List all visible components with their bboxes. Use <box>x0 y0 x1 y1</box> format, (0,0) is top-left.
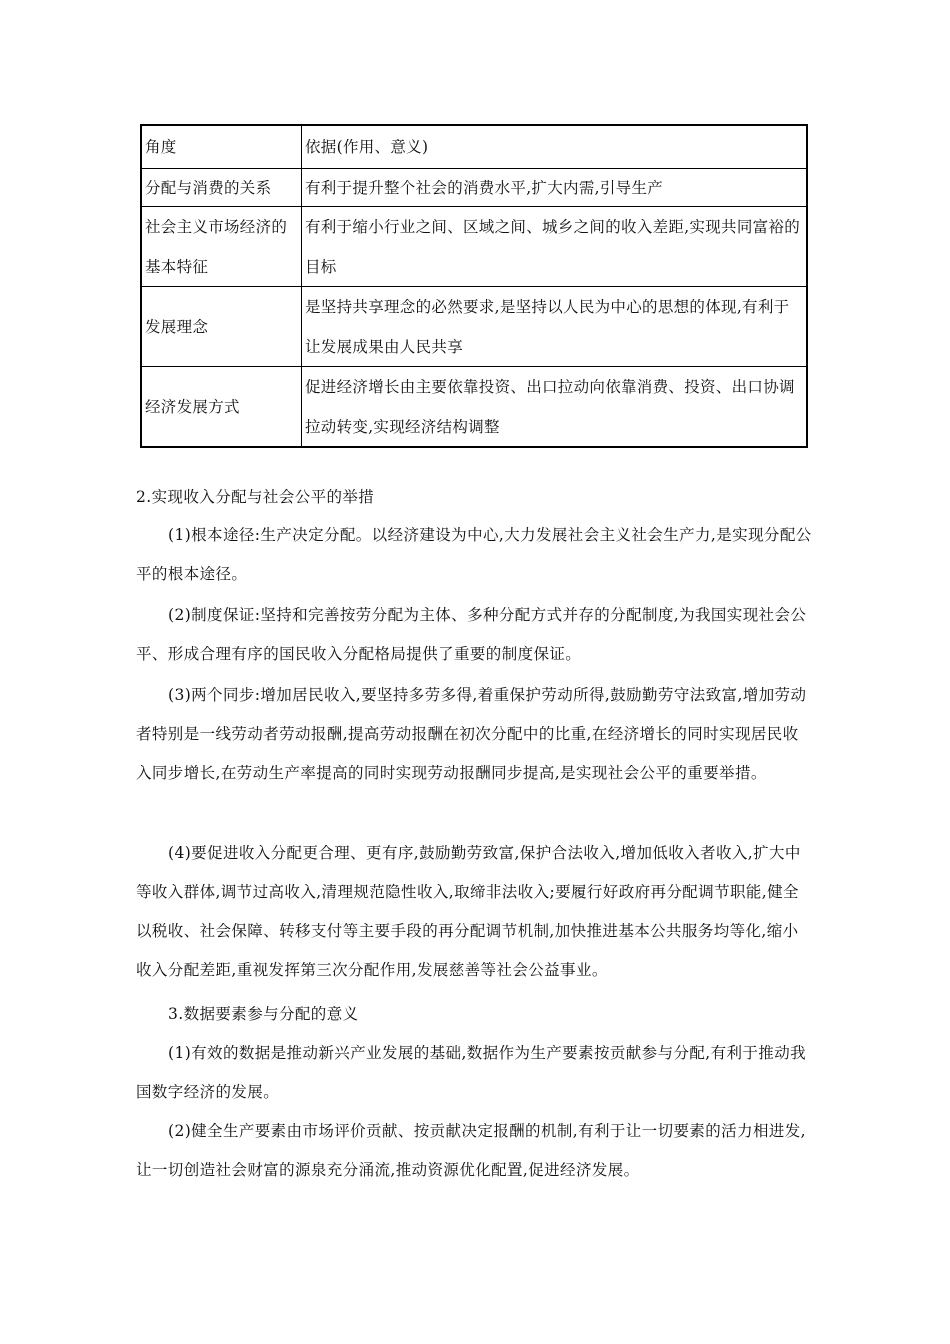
basis-cell: 有利于缩小行业之间、区域之间、城乡之间的收入差距,实现共同富裕的目标 <box>305 218 801 276</box>
header-basis-cell: 依据(作用、意义) <box>305 138 429 156</box>
section-2-item-3: (3)两个同步:增加居民收入,要坚持多劳多得,着重保护劳动所得,鼓励勤劳守法致富,增加劳动者特别是一线劳动者劳动报酬,提高劳动报酬在初次分配中的比重,在经济增长的同时实现居民收入同步增长,在劳动生产率提高的同时实现劳动报酬同步提高,是实现社会公平的重要举措。 <box>136 686 807 782</box>
table-row <box>142 286 806 366</box>
basis-cell: 有利于提升整个社会的消费水平,扩大内需,引导生产 <box>305 178 664 197</box>
basis-table <box>140 124 808 448</box>
angle-cell: 经济发展方式 <box>142 367 302 446</box>
angle-cell: 发展理念 <box>142 287 302 366</box>
basis-cell: 促进经济增长由主要依靠投资、出口拉动向依靠消费、投资、出口协调拉动转变,实现经济结构调整 <box>305 378 795 436</box>
section-2-item-2: (2)制度保证:坚持和完善按劳分配为主体、多种分配方式并存的分配制度,为我国实现社会公平、形成合理有序的国民收入分配格局提供了重要的制度保证。 <box>136 606 807 663</box>
section-3-item-2: (2)健全生产要素由市场评价贡献、按贡献决定报酬的机制,有利于让一切要素的活力相进发,让一切创造社会财富的源泉充分涌流,推动资源优化配置,促进经济发展。 <box>136 1122 807 1179</box>
section-2-item-1: (1)根本途径:生产决定分配。以经济建设为中心,大力发展社会主义社会生产力,是实现分配公平的根本途径。 <box>136 526 812 583</box>
section-2-heading: 2.实现收入分配与社会公平的举措 <box>136 488 375 506</box>
angle-cell: 社会主义市场经济的基本特征 <box>142 207 302 286</box>
section-2-item-4: (4)要促进收入分配更合理、更有序,鼓励勤劳致富,保护合法收入,增加低收入者收入,扩大中等收入群体,调节过高收入,清理规范隐性收入,取缔非法收入;要履行好政府再分配调节职能,健全以税收、社会保障、转移支付等主要手段的再分配调节机制,加快推进基本公共服务均等化,缩小收入分配差距,重视发挥第三次分配作用,发展慈善等社会公益事业。 <box>136 844 801 979</box>
section-3-item-1: (1)有效的数据是推动新兴产业发展的基础,数据作为生产要素按贡献参与分配,有利于推动我国数字经济的发展。 <box>136 1044 807 1101</box>
table-row <box>142 366 806 446</box>
section-3-heading: 3.数据要素参与分配的意义 <box>168 1005 359 1023</box>
table-row <box>142 168 806 206</box>
table-header-row <box>142 126 806 168</box>
header-angle-cell: 角度 <box>142 126 302 168</box>
table-row <box>142 206 806 286</box>
angle-cell: 分配与消费的关系 <box>142 169 302 206</box>
basis-cell: 是坚持共享理念的必然要求,是坚持以人民为中心的思想的体现,有利于让发展成果由人民共享 <box>305 298 790 356</box>
